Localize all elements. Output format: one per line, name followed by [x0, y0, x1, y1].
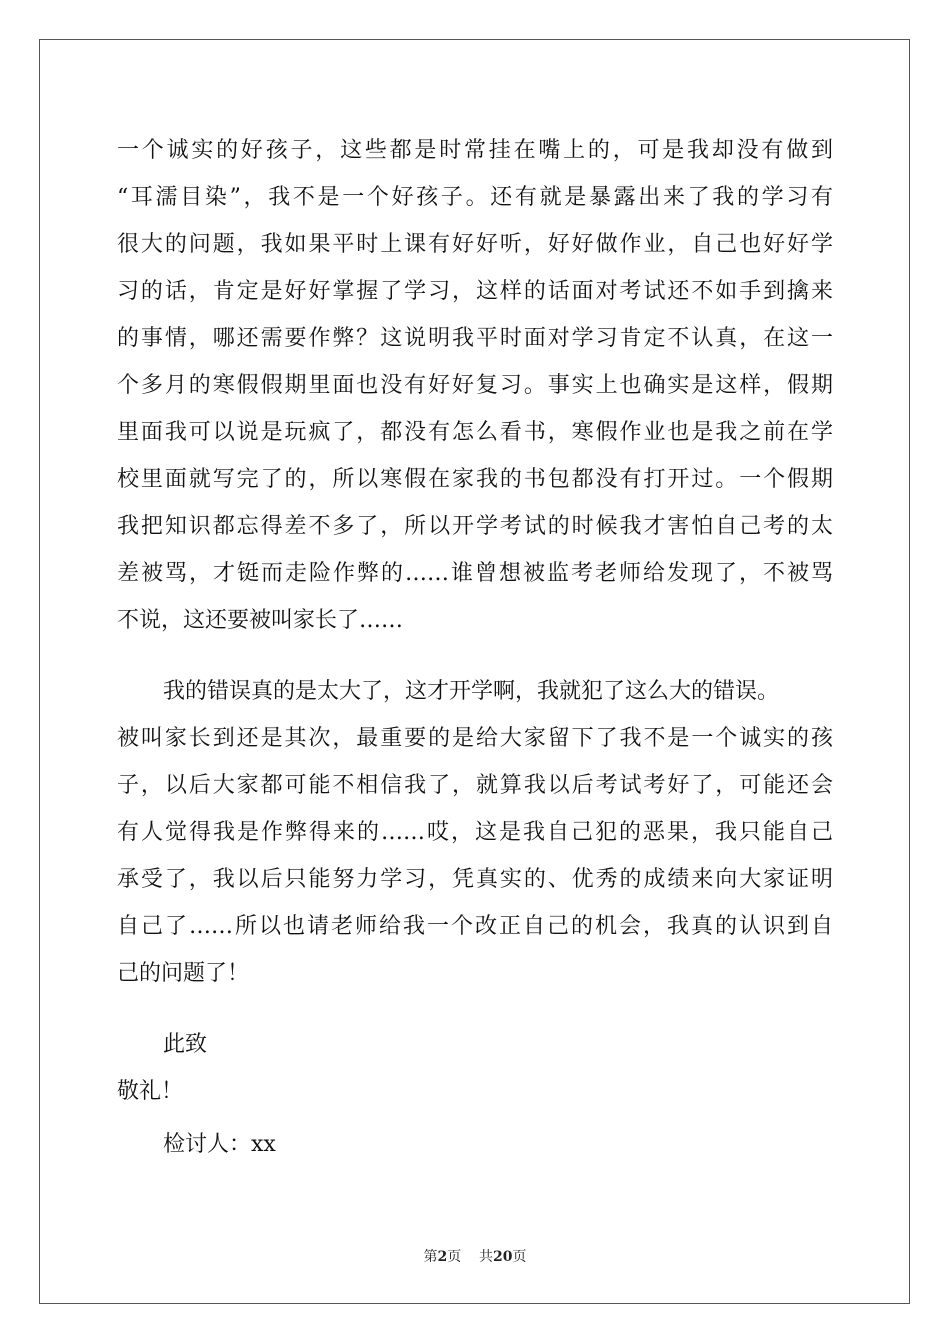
page-footer: [0, 1247, 950, 1267]
paragraph-line: 我把知识都忘得差不多了，所以开学考试的时候我才害怕自己考的太: [117, 514, 833, 539]
paragraph-line: 不说，这还要被叫家长了……: [117, 608, 404, 633]
paragraph-line: 有人觉得我是作弊得来的……哎，这是我自己犯的恶果，我只能自己: [117, 820, 833, 845]
paragraph-line: 习的话，肯定是好好掌握了学习，这样的话面对考试还不如手到擒来: [117, 279, 833, 304]
paragraph-line: “耳濡目染”，我不是一个好孩子。还有就是暴露出来了我的学习有: [117, 185, 833, 210]
total-pages: 20: [493, 1249, 513, 1265]
paragraph-line: 子，以后大家都可能不相信我了，就算我以后考试考好了，可能还会: [117, 773, 833, 798]
paragraph-line: 被叫家长到还是其次，最重要的是给大家留下了我不是一个诚实的孩: [117, 726, 833, 751]
paragraph-line: 很大的问题，我如果平时上课有好好听，好好做作业，自己也好好学: [117, 232, 833, 257]
closing-text: 此致: [163, 1032, 208, 1057]
page-border: [39, 39, 910, 1304]
paragraph-line: 的事情，哪还需要作弊？这说明我平时面对学习肯定不认真，在这一: [117, 326, 833, 351]
page-number: 2: [437, 1249, 448, 1265]
salutation-text: 敬礼！: [117, 1079, 184, 1104]
page-suffix: 页: [447, 1249, 462, 1265]
total-prefix: 共: [479, 1249, 494, 1265]
paragraph-line: 我的错误真的是太大了，这才开学啊，我就犯了这么大的错误。: [163, 679, 780, 704]
paragraph-line: 己的问题了！: [117, 961, 250, 986]
paragraph-line: 差被骂，才铤而走险作弊的……谁曾想被监考老师给发现了，不被骂: [117, 561, 833, 586]
total-suffix: 页: [512, 1249, 527, 1265]
signature-text: 检讨人：xx: [163, 1132, 276, 1157]
paragraph-line: 承受了，我以后只能努力学习，凭真实的、优秀的成绩来向大家证明: [117, 867, 833, 892]
paragraph-line: 一个诚实的好孩子，这些都是时常挂在嘴上的，可是我却没有做到: [117, 138, 833, 163]
paragraph-line: 校里面就写完了的，所以寒假在家我的书包都没有打开过。一个假期: [117, 467, 833, 492]
page-prefix: 第: [423, 1249, 438, 1265]
paragraph-line: 个多月的寒假假期里面也没有好好复习。事实上也确实是这样，假期: [117, 373, 833, 398]
paragraph-line: 自己了……所以也请老师给我一个改正自己的机会，我真的认识到自: [117, 914, 833, 939]
paragraph-line: 里面我可以说是玩疯了，都没有怎么看书，寒假作业也是我之前在学: [117, 420, 833, 445]
